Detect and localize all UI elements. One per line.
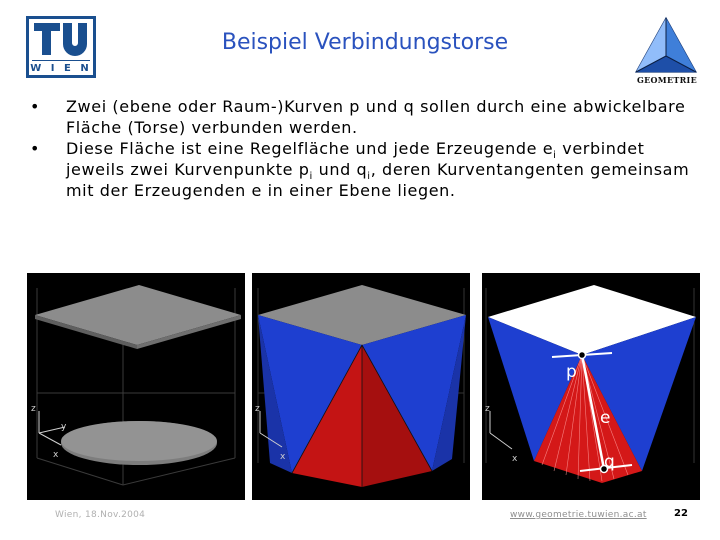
axis-x-label: x [280, 452, 286, 462]
render-torse [252, 273, 470, 500]
bullet-text: und q [312, 160, 368, 179]
point-q-label: q [604, 452, 615, 472]
tu-logo-wien: W I E N [30, 63, 92, 74]
page-number: 22 [674, 508, 688, 519]
tu-wien-logo [26, 16, 96, 78]
point-p-label: p [566, 362, 577, 382]
bullet-item [28, 96, 698, 138]
footer-date: Wien, 18.Nov.2004 [55, 510, 146, 520]
subscript: i [553, 150, 557, 162]
tu-logo-divider [32, 60, 90, 61]
subscript: i [309, 171, 313, 183]
axis-z-label: z [31, 404, 36, 414]
tu-logo-mark [33, 22, 89, 56]
bullet-text: Zwei (ebene oder Raum-)Kurven p und q sollen durch eine abwickelbare Fläche (Torse) verbunden werden. [66, 97, 686, 137]
bullet-symbol: • [30, 97, 41, 116]
geometrie-label: GEOMETRIE [637, 75, 697, 85]
axis-x-label: x [53, 450, 59, 460]
render-torse-labeled [482, 273, 700, 500]
generator-e-label: e [600, 408, 611, 428]
bullet-text: verbindet jeweils zwei Kurvenpunkte p [66, 139, 645, 179]
image-panel-torse [252, 273, 470, 500]
axis-z-label: z [255, 404, 260, 414]
image-panel-square-ellipse [27, 273, 245, 500]
image-panel-torse-labeled [482, 273, 700, 500]
axis-y-label: y [61, 422, 67, 432]
bullet-text: , deren Kurventangenten gemeinsam mit der Erzeugenden e in einer Ebene liegen. [66, 160, 690, 200]
footer-url-link[interactable]: www.geometrie.tuwien.ac.at [510, 510, 647, 520]
subscript: i [367, 171, 371, 183]
bullet-item [28, 138, 698, 201]
bullet-symbol: • [30, 139, 41, 158]
slide-title: Beispiel Verbindungstorse [221, 30, 509, 55]
axis-z-label: z [485, 404, 490, 414]
bullet-text: Diese Fläche ist eine Regelfläche und jede Erzeugende e [66, 139, 554, 158]
render-square-ellipse [27, 273, 245, 500]
bullet-list [28, 96, 698, 201]
axis-x-label: x [512, 454, 518, 464]
